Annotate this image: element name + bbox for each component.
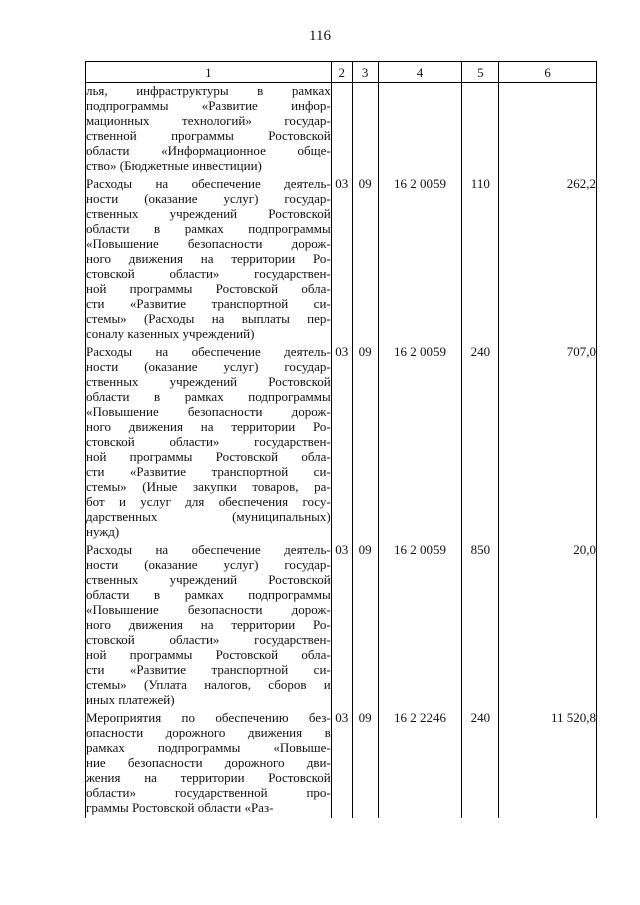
header-col-4: 4 (378, 62, 462, 83)
description-line: области» государственной про- (86, 785, 331, 800)
row-description (86, 176, 332, 344)
expense-type-code (462, 83, 499, 177)
description-line: ственной программы Ростовской (86, 128, 331, 143)
target-article-code: 16 2 0059 (378, 344, 462, 542)
table-header-row (86, 62, 597, 83)
row-description (86, 542, 332, 710)
target-article-code: 16 2 0059 (378, 176, 462, 344)
target-article-code (378, 83, 462, 177)
description-line: Расходы на обеспечение деятель- (86, 542, 331, 557)
description-line: «Повышение безопасности дорож- (86, 602, 331, 617)
row-description (86, 344, 332, 542)
budget-table (85, 61, 597, 818)
description-line: сти «Развитие транспортной си- (86, 296, 331, 311)
table-row (86, 344, 597, 542)
description-line: стовской области» государствен- (86, 266, 331, 281)
expense-type-code: 240 (462, 710, 499, 818)
expense-type-code: 110 (462, 176, 499, 344)
description-line: ственных учреждений Ростовской (86, 374, 331, 389)
description-line: соналу казенных учреждений) (86, 326, 255, 341)
description-line: жения на территории Ростовской (86, 770, 331, 785)
row-description (86, 83, 332, 177)
expense-type-code: 240 (462, 344, 499, 542)
description-line: иных платежей) (86, 692, 175, 707)
section-code: 03 (331, 344, 352, 542)
header-col-6: 6 (499, 62, 597, 83)
description-line: ство» (Бюджетные инвестиции) (86, 158, 262, 173)
subsection-code: 09 (352, 344, 378, 542)
subsection-code: 09 (352, 176, 378, 344)
description-line: ности (оказание услуг) государ- (86, 557, 331, 572)
header-col-5: 5 (462, 62, 499, 83)
description-line: сти «Развитие транспортной си- (86, 464, 331, 479)
description-line: мационных технологий» государ- (86, 113, 331, 128)
description-line: сти «Развитие транспортной си- (86, 662, 331, 677)
page-number: 116 (309, 28, 331, 44)
description-line: стемы» (Иные закупки товаров, ра- (86, 479, 331, 494)
description-line: ной программы Ростовской обла- (86, 449, 331, 464)
header-col-2: 2 (331, 62, 352, 83)
description-line: ности (оказание услуг) государ- (86, 191, 331, 206)
table-row (86, 83, 597, 177)
amount-value: 20,0 (499, 542, 597, 710)
header-col-3: 3 (352, 62, 378, 83)
description-line: области в рамках подпрограммы (86, 389, 331, 404)
description-line: Расходы на обеспечение деятель- (86, 176, 331, 191)
description-line: дарственных (муниципальных) (86, 509, 331, 524)
header-col-1: 1 (86, 62, 332, 83)
description-line: Мероприятия по обеспечению без- (86, 710, 331, 725)
description-line: ности (оказание услуг) государ- (86, 359, 331, 374)
description-line: бот и услуг для обеспечения госу- (86, 494, 331, 509)
table-row (86, 710, 597, 818)
description-line: ного движения на территории Ро- (86, 251, 331, 266)
description-line: рамках подпрограммы «Повыше- (86, 740, 331, 755)
description-line: стовской области» государствен- (86, 434, 331, 449)
description-line: Расходы на обеспечение деятель- (86, 344, 331, 359)
description-line: ственных учреждений Ростовской (86, 206, 331, 221)
description-line: области в рамках подпрограммы (86, 587, 331, 602)
description-line: стемы» (Уплата налогов, сборов и (86, 677, 331, 692)
description-line: ной программы Ростовской обла- (86, 647, 331, 662)
description-line: области «Информационное обще- (86, 143, 331, 158)
table-row (86, 542, 597, 710)
expense-type-code: 850 (462, 542, 499, 710)
description-line: ного движения на территории Ро- (86, 419, 331, 434)
description-line: ственных учреждений Ростовской (86, 572, 331, 587)
description-line: лья, инфраструктуры в рамках (86, 83, 331, 98)
table-row (86, 176, 597, 344)
section-code: 03 (331, 176, 352, 344)
amount-value: 11 520,8 (499, 710, 597, 818)
description-line: стемы» (Расходы на выплаты пер- (86, 311, 331, 326)
amount-value (499, 83, 597, 177)
section-code (331, 83, 352, 177)
description-line: ние безопасности дорожного дви- (86, 755, 331, 770)
section-code: 03 (331, 542, 352, 710)
subsection-code: 09 (352, 542, 378, 710)
description-line: «Повышение безопасности дорож- (86, 236, 331, 251)
target-article-code: 16 2 2246 (378, 710, 462, 818)
description-line: нужд) (86, 524, 120, 539)
description-line: стовской области» государствен- (86, 632, 331, 647)
description-line: граммы Ростовской области «Раз- (86, 800, 274, 815)
row-description (86, 710, 332, 818)
description-line: ного движения на территории Ро- (86, 617, 331, 632)
description-line: опасности дорожного движения в (86, 725, 331, 740)
amount-value: 262,2 (499, 176, 597, 344)
section-code: 03 (331, 710, 352, 818)
description-line: ной программы Ростовской обла- (86, 281, 331, 296)
description-line: области в рамках подпрограммы (86, 221, 331, 236)
description-line: «Повышение безопасности дорож- (86, 404, 331, 419)
amount-value: 707,0 (499, 344, 597, 542)
target-article-code: 16 2 0059 (378, 542, 462, 710)
subsection-code: 09 (352, 710, 378, 818)
description-line: подпрограммы «Развитие инфор- (86, 98, 331, 113)
subsection-code (352, 83, 378, 177)
